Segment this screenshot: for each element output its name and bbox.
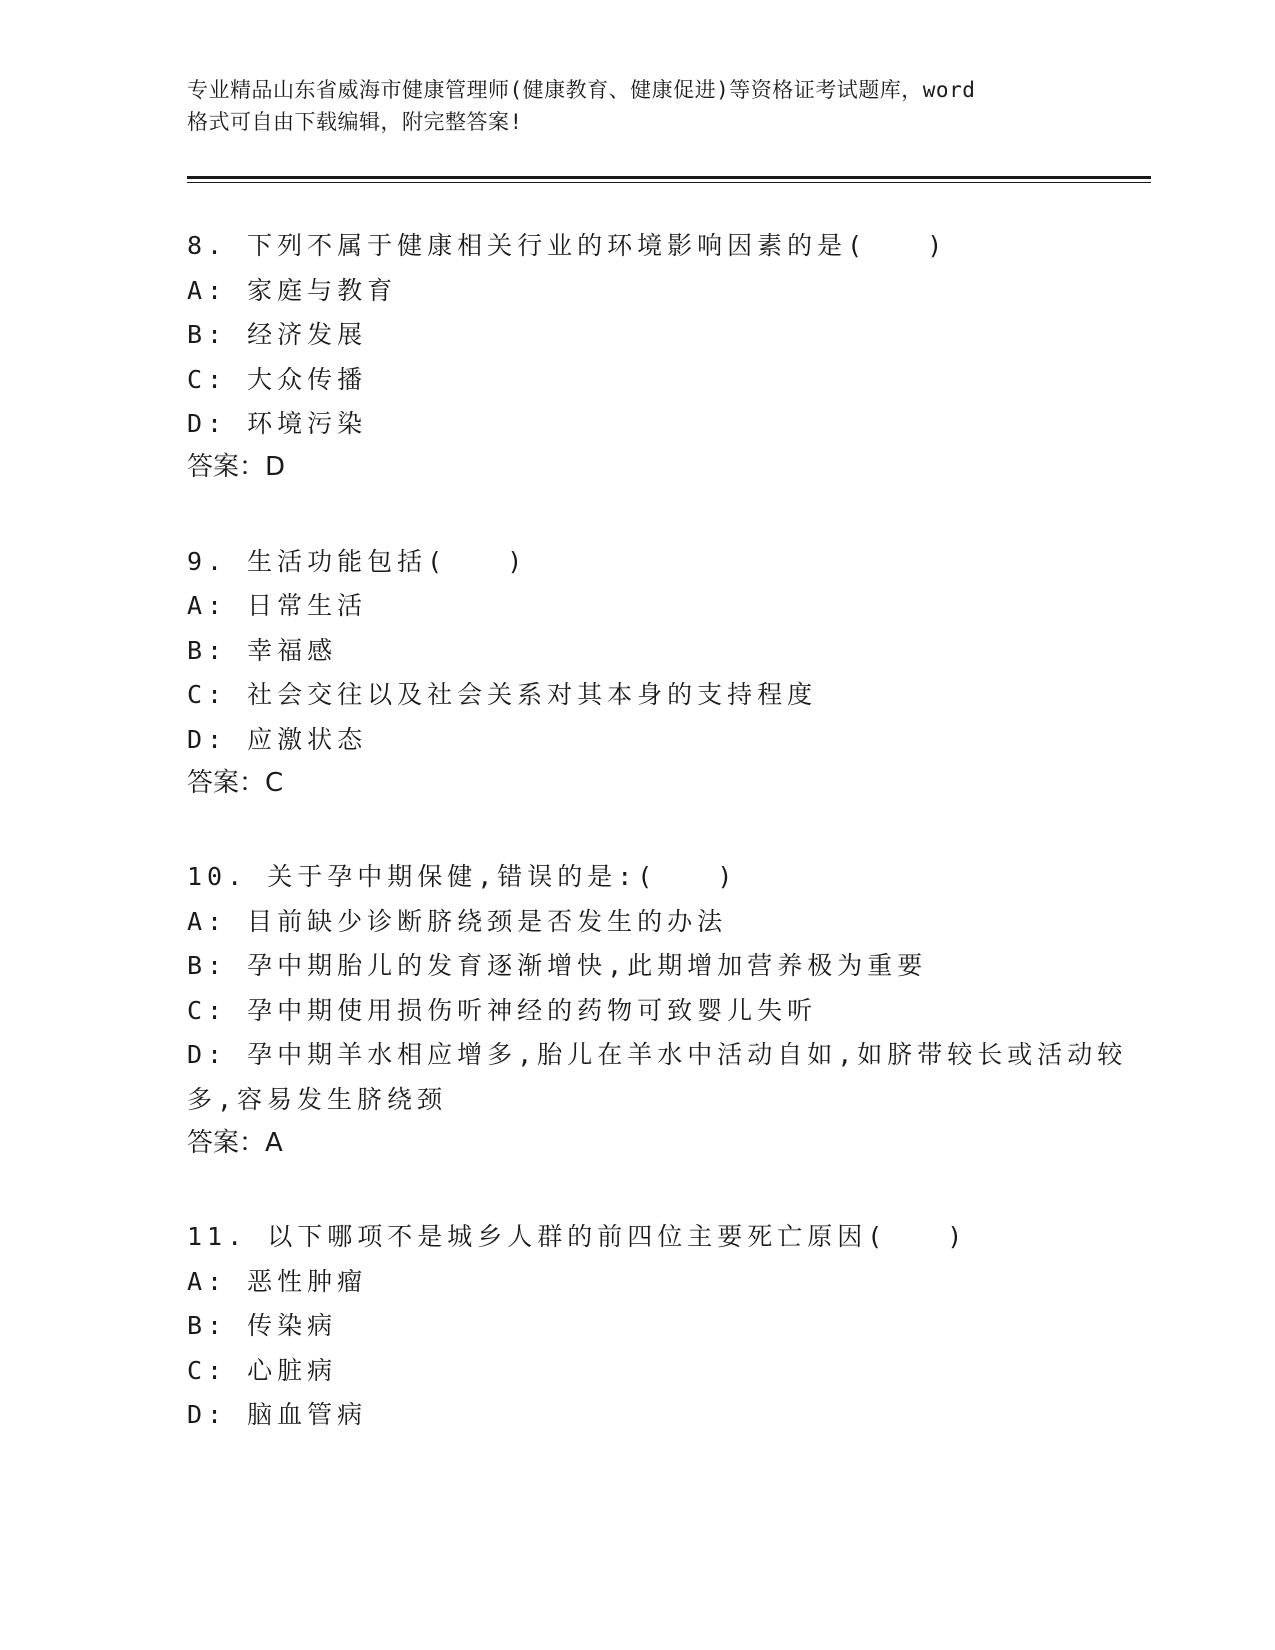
question-11-option-a: A: 恶性肿瘤: [187, 1267, 368, 1296]
question-8-answer: 答案：D: [187, 452, 286, 482]
question-8-option-a: A: 家庭与教育: [187, 276, 398, 305]
question-11-option-c: C: 心脏病: [187, 1356, 338, 1385]
question-9-answer: 答案：C: [187, 768, 284, 798]
question-10-option-c: C: 孕中期使用损伤听神经的药物可致婴儿失听: [187, 996, 818, 1025]
question-9-option-b: B: 幸福感: [187, 636, 338, 665]
question-9-stem: 9. 生活功能包括( ): [187, 547, 528, 576]
question-9-option-a: A: 日常生活: [187, 591, 368, 620]
question-9-option-d: D: 应激状态: [187, 725, 368, 754]
question-11-option-d: D: 脑血管病: [187, 1400, 368, 1429]
question-10-option-d: D: 孕中期羊水相应增多,胎儿在羊水中活动自如,如脐带较长或活动较: [187, 1040, 1128, 1069]
question-10-option-a: A: 目前缺少诊断脐绕颈是否发生的办法: [187, 907, 728, 936]
question-11-option-b: B: 传染病: [187, 1311, 338, 1340]
question-8-option-b: B: 经济发展: [187, 320, 368, 349]
question-10-option-b: B: 孕中期胎儿的发育逐渐增快,此期增加营养极为重要: [187, 951, 928, 980]
question-8-option-d: D: 环境污染: [187, 409, 368, 438]
question-10-answer: 答案：A: [187, 1128, 283, 1158]
question-10-option-d-continued: 多,容易发生脐绕颈: [187, 1085, 448, 1114]
question-8-stem: 8. 下列不属于健康相关行业的环境影响因素的是( ): [187, 231, 948, 260]
header-line-1: 专业精品山东省威海市健康管理师(健康教育、健康促进)等资格证考试题库，word: [187, 78, 976, 102]
header-line-2: 格式可自由下载编辑，附完整答案!: [187, 110, 523, 134]
question-10-stem: 10. 关于孕中期保健,错误的是:( ): [187, 862, 738, 891]
question-9-option-c: C: 社会交往以及社会关系对其本身的支持程度: [187, 680, 818, 709]
question-11-stem: 11. 以下哪项不是城乡人群的前四位主要死亡原因( ): [187, 1222, 968, 1251]
header-divider-thick: [187, 176, 1151, 179]
header-divider-thin: [187, 182, 1151, 183]
document-header: [187, 74, 1087, 138]
question-8-option-c: C: 大众传播: [187, 365, 368, 394]
